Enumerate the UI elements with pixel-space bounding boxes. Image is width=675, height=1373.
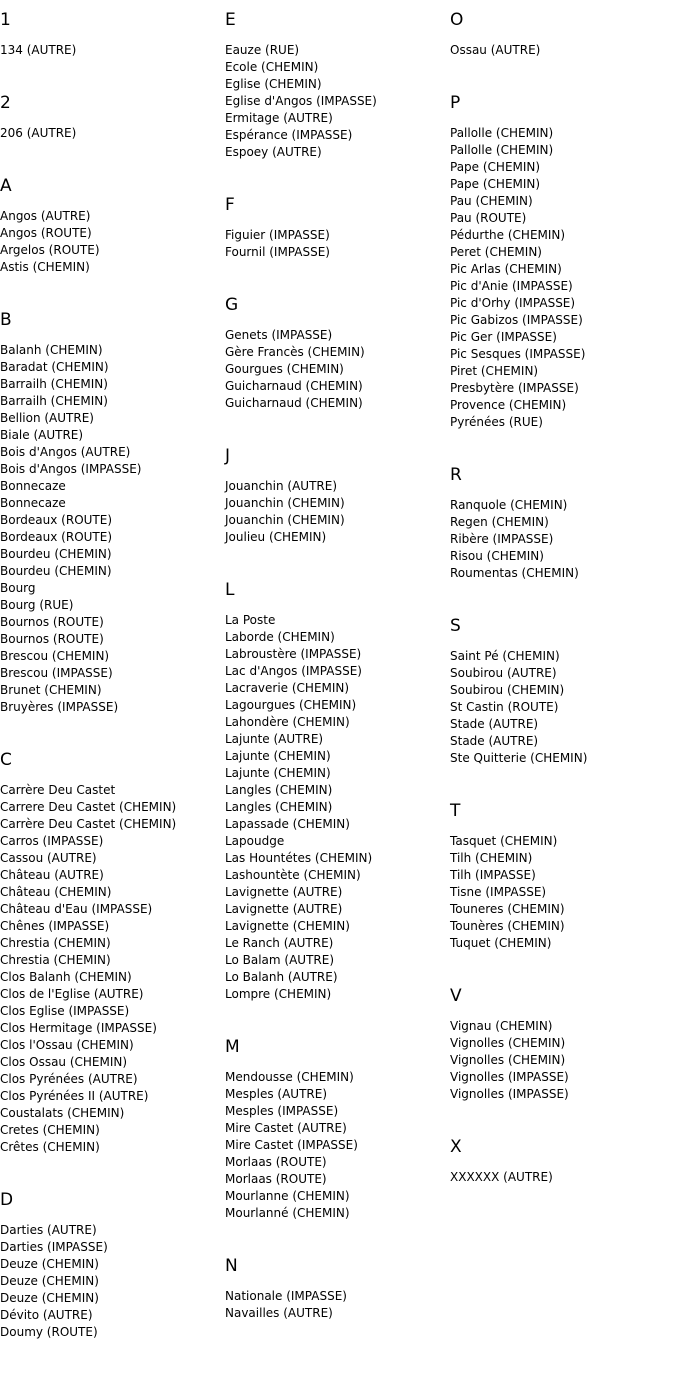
street-entry: La Poste bbox=[225, 613, 276, 627]
street-entry: Crêtes (CHEMIN) bbox=[0, 1140, 100, 1154]
letter-group bbox=[225, 444, 447, 546]
street-entry: Pic Gabizos (IMPASSE) bbox=[450, 313, 583, 327]
letter-heading: V bbox=[450, 986, 462, 1006]
street-entry: Lagourgues (CHEMIN) bbox=[225, 698, 357, 712]
street-entry: Bourdeu (CHEMIN) bbox=[0, 564, 112, 578]
street-entry: Pyrénées (RUE) bbox=[450, 415, 543, 429]
street-entry: Chrestia (CHEMIN) bbox=[0, 936, 111, 950]
index-column-1 bbox=[0, 8, 222, 1373]
street-entry: Clos de l'Eglise (AUTRE) bbox=[0, 987, 144, 1001]
street-entry: Carrère Deu Castet (CHEMIN) bbox=[0, 817, 177, 831]
street-entry: Dévito (AUTRE) bbox=[0, 1308, 93, 1322]
street-entry: Joulieu (CHEMIN) bbox=[225, 530, 327, 544]
street-list bbox=[450, 1018, 672, 1103]
street-entry: Ranquole (CHEMIN) bbox=[450, 498, 568, 512]
letter-heading: M bbox=[225, 1037, 240, 1057]
street-entry: Morlaas (ROUTE) bbox=[225, 1155, 327, 1169]
street-entry: Roumentas (CHEMIN) bbox=[450, 566, 579, 580]
letter-group bbox=[450, 91, 672, 431]
street-entry: Lavignette (CHEMIN) bbox=[225, 919, 350, 933]
street-entry: Jouanchin (CHEMIN) bbox=[225, 513, 345, 527]
street-entry: Mendousse (CHEMIN) bbox=[225, 1070, 354, 1084]
street-entry: Pape (CHEMIN) bbox=[450, 177, 541, 191]
letter-group bbox=[225, 193, 447, 261]
street-entry: Langles (CHEMIN) bbox=[225, 800, 333, 814]
street-entry: Las Hountétes (CHEMIN) bbox=[225, 851, 373, 865]
street-list bbox=[225, 1288, 447, 1322]
street-entry: Château (CHEMIN) bbox=[0, 885, 112, 899]
letter-heading: A bbox=[0, 176, 12, 196]
street-list bbox=[450, 833, 672, 952]
street-entry: Fournil (IMPASSE) bbox=[225, 245, 330, 259]
street-entry: Carrère Deu Castet bbox=[0, 783, 116, 797]
street-list bbox=[225, 612, 447, 1003]
street-entry: Risou (CHEMIN) bbox=[450, 549, 544, 563]
street-list bbox=[0, 42, 222, 59]
letter-group bbox=[225, 8, 447, 161]
street-entry: Vignolles (CHEMIN) bbox=[450, 1053, 566, 1067]
letter-heading: R bbox=[450, 465, 462, 485]
street-entry: Tisne (IMPASSE) bbox=[450, 885, 547, 899]
street-entry: Angos (ROUTE) bbox=[0, 226, 92, 240]
street-entry: Morlaas (ROUTE) bbox=[225, 1172, 327, 1186]
street-entry: Château d'Eau (IMPASSE) bbox=[0, 902, 153, 916]
street-entry: Bois d'Angos (IMPASSE) bbox=[0, 462, 142, 476]
street-entry: Gère Francès (CHEMIN) bbox=[225, 345, 365, 359]
index-column-2 bbox=[225, 8, 447, 1354]
street-entry: Carros (IMPASSE) bbox=[0, 834, 104, 848]
street-entry: Darties (IMPASSE) bbox=[0, 1240, 108, 1254]
letter-group bbox=[225, 293, 447, 412]
street-entry: Eglise (CHEMIN) bbox=[225, 77, 322, 91]
street-entry: Lo Balanh (AUTRE) bbox=[225, 970, 338, 984]
street-entry: XXXXXX (AUTRE) bbox=[450, 1170, 553, 1184]
street-entry: Lavignette (AUTRE) bbox=[225, 902, 343, 916]
street-entry: Lacraverie (CHEMIN) bbox=[225, 681, 350, 695]
letter-heading: L bbox=[225, 580, 235, 600]
street-entry: Bourdeu (CHEMIN) bbox=[0, 547, 112, 561]
street-entry: Regen (CHEMIN) bbox=[450, 515, 549, 529]
street-entry: Deuze (CHEMIN) bbox=[0, 1274, 99, 1288]
street-entry: Tilh (IMPASSE) bbox=[450, 868, 536, 882]
street-entry: Clos Eglise (IMPASSE) bbox=[0, 1004, 130, 1018]
letter-group bbox=[450, 799, 672, 952]
street-entry: Lo Balam (AUTRE) bbox=[225, 953, 335, 967]
street-entry: Baradat (CHEMIN) bbox=[0, 360, 109, 374]
street-entry: Cassou (AUTRE) bbox=[0, 851, 97, 865]
street-entry: Gourgues (CHEMIN) bbox=[225, 362, 344, 376]
street-entry: Vignolles (IMPASSE) bbox=[450, 1070, 569, 1084]
letter-heading: J bbox=[225, 446, 231, 466]
street-entry: Clos Ossau (CHEMIN) bbox=[0, 1055, 128, 1069]
street-entry: Pic Sesques (IMPASSE) bbox=[450, 347, 586, 361]
street-entry: Deuze (CHEMIN) bbox=[0, 1257, 99, 1271]
street-entry: Bournos (ROUTE) bbox=[0, 615, 104, 629]
letter-group bbox=[450, 984, 672, 1103]
street-entry: Angos (AUTRE) bbox=[0, 209, 91, 223]
street-entry: Clos Hermitage (IMPASSE) bbox=[0, 1021, 157, 1035]
street-entry: Bonnecaze bbox=[0, 496, 66, 510]
street-entry: Mire Castet (AUTRE) bbox=[225, 1121, 347, 1135]
street-entry: Soubirou (AUTRE) bbox=[450, 666, 557, 680]
street-entry: Château (AUTRE) bbox=[0, 868, 104, 882]
street-entry: Nationale (IMPASSE) bbox=[225, 1289, 347, 1303]
street-entry: Espérance (IMPASSE) bbox=[225, 128, 353, 142]
street-entry: Piret (CHEMIN) bbox=[450, 364, 539, 378]
street-entry: Barrailh (CHEMIN) bbox=[0, 394, 108, 408]
street-entry: Mourlanné (CHEMIN) bbox=[225, 1206, 350, 1220]
street-entry: Bellion (AUTRE) bbox=[0, 411, 94, 425]
street-entry: Jouanchin (CHEMIN) bbox=[225, 496, 345, 510]
street-entry: Guicharnaud (CHEMIN) bbox=[225, 379, 363, 393]
street-entry: Vignau (CHEMIN) bbox=[450, 1019, 553, 1033]
letter-group bbox=[225, 1254, 447, 1322]
street-entry: 206 (AUTRE) bbox=[0, 126, 77, 140]
street-entry: Mesples (AUTRE) bbox=[225, 1087, 327, 1101]
street-entry: Lajunte (CHEMIN) bbox=[225, 766, 331, 780]
street-entry: Peret (CHEMIN) bbox=[450, 245, 542, 259]
street-list bbox=[450, 125, 672, 431]
letter-group bbox=[0, 174, 222, 276]
street-list bbox=[450, 497, 672, 582]
street-list bbox=[0, 208, 222, 276]
street-entry: Biale (AUTRE) bbox=[0, 428, 84, 442]
street-entry: Ermitage (AUTRE) bbox=[225, 111, 333, 125]
letter-group bbox=[0, 748, 222, 1156]
street-entry: Pic Ger (IMPASSE) bbox=[450, 330, 557, 344]
letter-group bbox=[0, 308, 222, 716]
street-entry: Pallolle (CHEMIN) bbox=[450, 126, 554, 140]
street-entry: Laborde (CHEMIN) bbox=[225, 630, 335, 644]
street-entry: Pic Arlas (CHEMIN) bbox=[450, 262, 562, 276]
street-entry: Navailles (AUTRE) bbox=[225, 1306, 333, 1320]
street-entry: Stade (AUTRE) bbox=[450, 734, 539, 748]
street-entry: Vignolles (CHEMIN) bbox=[450, 1036, 566, 1050]
street-entry: Bourg (RUE) bbox=[0, 598, 74, 612]
street-entry: Carrere Deu Castet (CHEMIN) bbox=[0, 800, 177, 814]
street-entry: Touneres (CHEMIN) bbox=[450, 902, 565, 916]
street-entry: Pic d'Anie (IMPASSE) bbox=[450, 279, 573, 293]
street-entry: Bordeaux (ROUTE) bbox=[0, 530, 113, 544]
street-entry: Ossau (AUTRE) bbox=[450, 43, 541, 57]
street-entry: St Castin (ROUTE) bbox=[450, 700, 559, 714]
street-entry: 134 (AUTRE) bbox=[0, 43, 77, 57]
street-entry: Tasquet (CHEMIN) bbox=[450, 834, 558, 848]
letter-heading: N bbox=[225, 1256, 238, 1276]
index-column-3 bbox=[450, 8, 672, 1218]
street-entry: Provence (CHEMIN) bbox=[450, 398, 567, 412]
street-entry: Darties (AUTRE) bbox=[0, 1223, 97, 1237]
street-entry: Soubirou (CHEMIN) bbox=[450, 683, 565, 697]
street-list bbox=[225, 42, 447, 161]
letter-group bbox=[0, 1188, 222, 1341]
street-entry: Doumy (ROUTE) bbox=[0, 1325, 98, 1339]
letter-group bbox=[0, 91, 222, 142]
street-entry: Brescou (IMPASSE) bbox=[0, 666, 113, 680]
street-entry: Lapassade (CHEMIN) bbox=[225, 817, 350, 831]
street-list bbox=[0, 125, 222, 142]
street-list bbox=[0, 342, 222, 716]
letter-heading: 2 bbox=[0, 93, 11, 113]
street-entry: Espoey (AUTRE) bbox=[225, 145, 322, 159]
letter-heading: T bbox=[450, 801, 461, 821]
street-entry: Pallolle (CHEMIN) bbox=[450, 143, 554, 157]
street-entry: Chênes (IMPASSE) bbox=[0, 919, 110, 933]
street-list bbox=[225, 478, 447, 546]
letter-group bbox=[450, 614, 672, 767]
street-entry: Lompre (CHEMIN) bbox=[225, 987, 332, 1001]
letter-heading: S bbox=[450, 616, 461, 636]
street-entry: Figuier (IMPASSE) bbox=[225, 228, 330, 242]
street-entry: Bonnecaze bbox=[0, 479, 66, 493]
letter-heading: O bbox=[450, 10, 464, 30]
street-entry: Clos Pyrénées II (AUTRE) bbox=[0, 1089, 149, 1103]
street-entry: Barrailh (CHEMIN) bbox=[0, 377, 108, 391]
street-list bbox=[0, 782, 222, 1156]
street-entry: Cretes (CHEMIN) bbox=[0, 1123, 100, 1137]
letter-group bbox=[450, 8, 672, 59]
street-entry: Vignolles (IMPASSE) bbox=[450, 1087, 569, 1101]
street-entry: Bois d'Angos (AUTRE) bbox=[0, 445, 131, 459]
street-list bbox=[225, 227, 447, 261]
street-entry: Bournos (ROUTE) bbox=[0, 632, 104, 646]
street-entry: Stade (AUTRE) bbox=[450, 717, 539, 731]
letter-heading: D bbox=[0, 1190, 14, 1210]
street-entry: Clos l'Ossau (CHEMIN) bbox=[0, 1038, 134, 1052]
street-list bbox=[0, 1222, 222, 1341]
street-list bbox=[225, 327, 447, 412]
street-entry: Mourlanne (CHEMIN) bbox=[225, 1189, 350, 1203]
letter-group bbox=[450, 1135, 672, 1186]
street-entry: Pédurthe (CHEMIN) bbox=[450, 228, 566, 242]
street-entry: Mesples (IMPASSE) bbox=[225, 1104, 339, 1118]
street-entry: Lac d'Angos (IMPASSE) bbox=[225, 664, 362, 678]
street-entry: Lapoudge bbox=[225, 834, 285, 848]
street-entry: Lavignette (AUTRE) bbox=[225, 885, 343, 899]
street-entry: Jouanchin (AUTRE) bbox=[225, 479, 338, 493]
street-entry: Bourg bbox=[0, 581, 36, 595]
street-entry: Deuze (CHEMIN) bbox=[0, 1291, 99, 1305]
street-entry: Genets (IMPASSE) bbox=[225, 328, 333, 342]
street-list bbox=[225, 1069, 447, 1222]
street-entry: Coustalats (CHEMIN) bbox=[0, 1106, 125, 1120]
street-entry: Langles (CHEMIN) bbox=[225, 783, 333, 797]
street-entry: Lajunte (CHEMIN) bbox=[225, 749, 331, 763]
street-entry: Pic d'Orhy (IMPASSE) bbox=[450, 296, 576, 310]
street-entry: Ribère (IMPASSE) bbox=[450, 532, 554, 546]
street-entry: Lashountète (CHEMIN) bbox=[225, 868, 361, 882]
street-entry: Pau (ROUTE) bbox=[450, 211, 527, 225]
street-entry: Ecole (CHEMIN) bbox=[225, 60, 319, 74]
street-entry: Brunet (CHEMIN) bbox=[0, 683, 102, 697]
street-entry: Tounères (CHEMIN) bbox=[450, 919, 565, 933]
street-entry: Chrestia (CHEMIN) bbox=[0, 953, 111, 967]
street-entry: Lajunte (AUTRE) bbox=[225, 732, 324, 746]
letter-heading: 1 bbox=[0, 10, 11, 30]
letter-group bbox=[450, 463, 672, 582]
letter-heading: C bbox=[0, 750, 12, 770]
street-entry: Balanh (CHEMIN) bbox=[0, 343, 103, 357]
street-entry: Eglise d'Angos (IMPASSE) bbox=[225, 94, 377, 108]
street-entry: Le Ranch (AUTRE) bbox=[225, 936, 334, 950]
letter-heading: X bbox=[450, 1137, 462, 1157]
street-entry: Astis (CHEMIN) bbox=[0, 260, 90, 274]
street-entry: Brescou (CHEMIN) bbox=[0, 649, 110, 663]
street-entry: Pau (CHEMIN) bbox=[450, 194, 533, 208]
street-list bbox=[450, 42, 672, 59]
street-entry: Bruyères (IMPASSE) bbox=[0, 700, 119, 714]
street-entry: Eauze (RUE) bbox=[225, 43, 300, 57]
letter-heading: P bbox=[450, 93, 461, 113]
street-entry: Mire Castet (IMPASSE) bbox=[225, 1138, 358, 1152]
street-entry: Lahondère (CHEMIN) bbox=[225, 715, 350, 729]
street-entry: Ste Quitterie (CHEMIN) bbox=[450, 751, 588, 765]
street-list bbox=[450, 648, 672, 767]
street-entry: Bordeaux (ROUTE) bbox=[0, 513, 113, 527]
street-entry: Tilh (CHEMIN) bbox=[450, 851, 533, 865]
street-entry: Saint Pé (CHEMIN) bbox=[450, 649, 560, 663]
street-entry: Labroustère (IMPASSE) bbox=[225, 647, 362, 661]
letter-heading: F bbox=[225, 195, 235, 215]
street-entry: Presbytère (IMPASSE) bbox=[450, 381, 579, 395]
street-entry: Guicharnaud (CHEMIN) bbox=[225, 396, 363, 410]
letter-heading: G bbox=[225, 295, 239, 315]
letter-group bbox=[225, 1035, 447, 1222]
street-entry: Clos Pyrénées (AUTRE) bbox=[0, 1072, 138, 1086]
street-entry: Clos Balanh (CHEMIN) bbox=[0, 970, 132, 984]
street-list bbox=[450, 1169, 672, 1186]
letter-heading: B bbox=[0, 310, 12, 330]
street-entry: Argelos (ROUTE) bbox=[0, 243, 100, 257]
letter-group bbox=[225, 578, 447, 1003]
letter-group bbox=[0, 8, 222, 59]
street-entry: Tuquet (CHEMIN) bbox=[450, 936, 552, 950]
street-entry: Pape (CHEMIN) bbox=[450, 160, 541, 174]
letter-heading: E bbox=[225, 10, 236, 30]
